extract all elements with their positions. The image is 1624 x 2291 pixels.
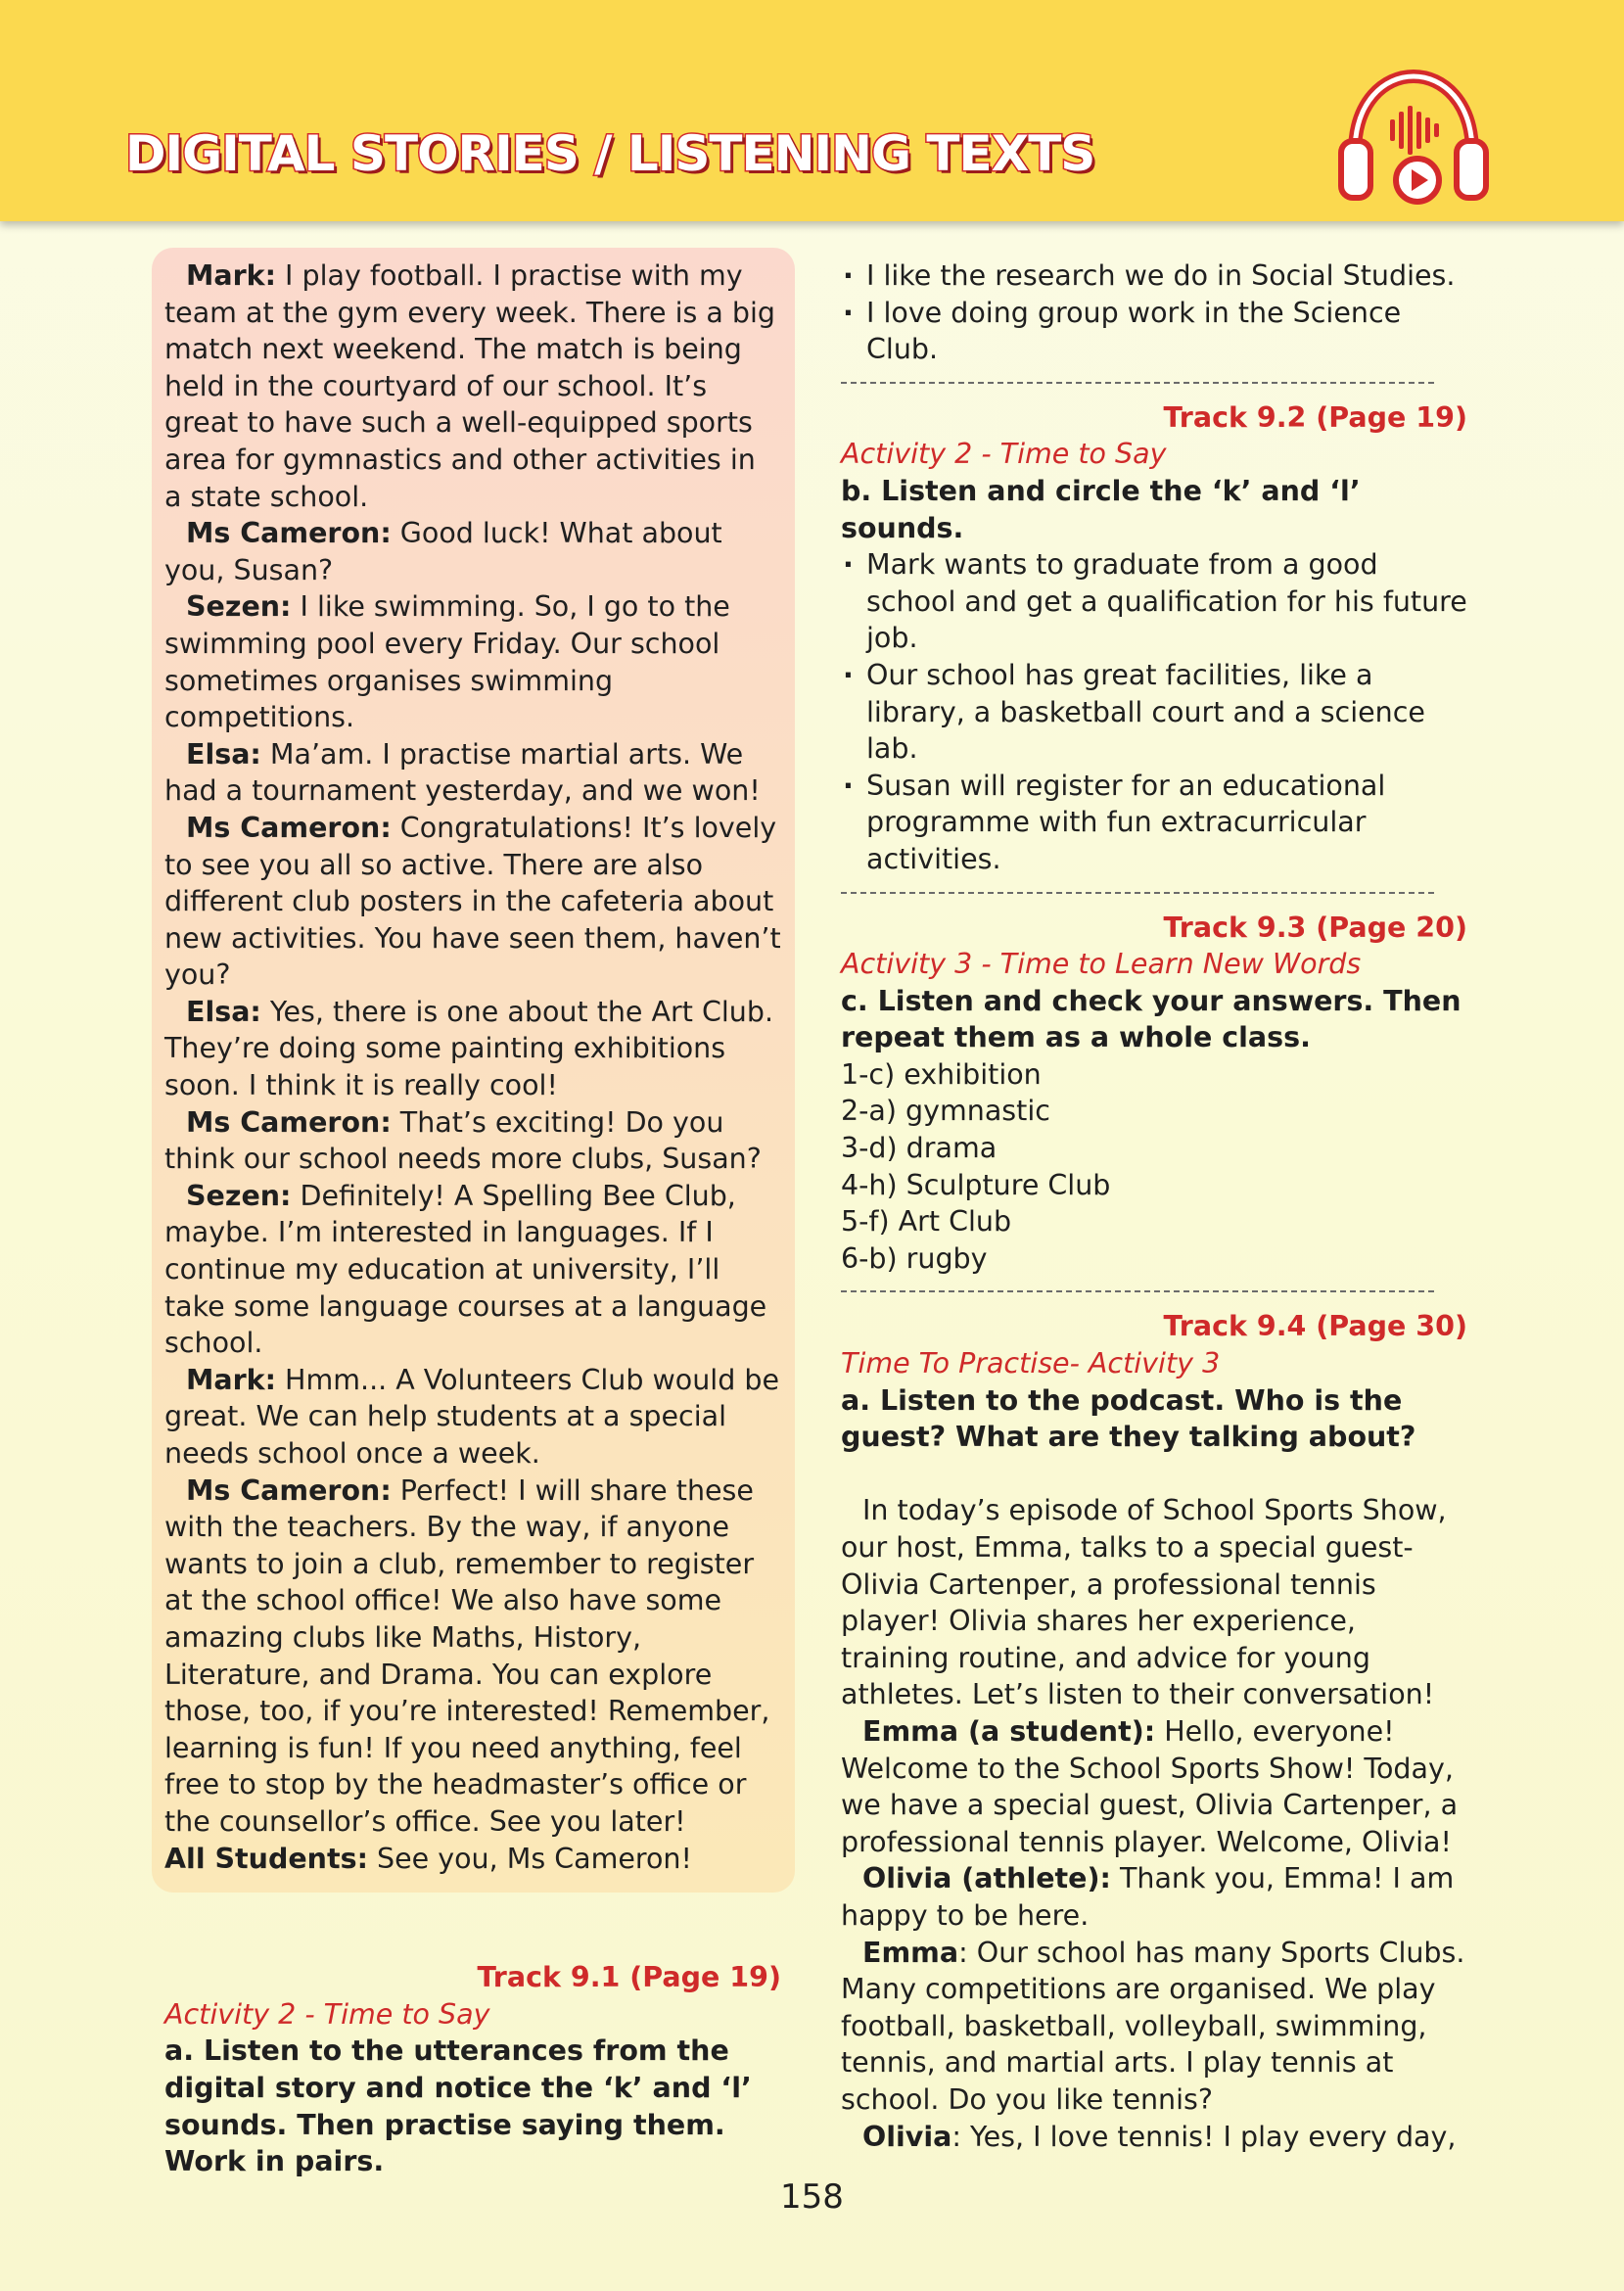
activity-title: Activity 2 - Time to Say xyxy=(164,1997,490,2031)
story-line: Elsa: Ma’am. I practise martial arts. We had a tournament yesterday, and we won! xyxy=(164,737,761,808)
answer-line: 1-c) exhibition xyxy=(841,1057,1042,1091)
answer-line: 2-a) gymnastic xyxy=(841,1095,1050,1128)
instruction-text: b. Listen and circle the ‘k’ and ‘l’ sounds. xyxy=(841,474,1361,544)
page-header-title: DIGITAL STORIES / LISTENING TEXTS xyxy=(125,125,1095,182)
track-9-2-label: Track 9.2 (Page 19) xyxy=(1163,400,1467,434)
page-number: 158 xyxy=(780,2177,844,2217)
dashed-divider xyxy=(841,382,1434,384)
instruction-text: a. Listen to the utterances from the digital story and notice the ‘k’ and ‘l’ sounds. Then practise saying them. Work in pairs. xyxy=(164,2034,752,2178)
story-line: Ms Cameron: Good luck! What about you, Susan? xyxy=(164,517,722,586)
activity-title: Activity 2 - Time to Say xyxy=(841,438,1167,471)
list-item: · I like the research we do in Social Studies. xyxy=(841,257,1467,295)
track-9-4-label: Track 9.4 (Page 30) xyxy=(1163,1310,1467,1343)
story-line: Ms Cameron: Congratulations! It’s lovely to see you all so active. There are also different club posters in the cafeteria about new activities. You have seen them, haven’t you? xyxy=(164,811,781,992)
list-item: · Our school has great facilities, like a library, a basketball court and a science lab. xyxy=(841,657,1467,768)
dialogue-line: Emma: Our school has many Sports Clubs. Many competitions are organised. We play football, basketball, volleyball, swimming, tennis, and martial arts. I play tennis at school. Do you like tennis? xyxy=(841,1936,1465,2116)
header-band xyxy=(0,0,1624,221)
dialogue-line: Olivia: Yes, I love tennis! I play every day, xyxy=(862,2120,1457,2153)
bullet-list xyxy=(841,546,1467,877)
dashed-divider xyxy=(841,1290,1434,1292)
story-line: Ms Cameron: Perfect! I will share these with the teachers. By the way, if anyone wants to join a club, remember to register at the school office! We also have some amazing clubs like Maths, History, Literature, and Drama. You can explore those, too, if you’re interested! Remember, learning is fun! If you need anything, feel free to stop by the headmaster’s office or the counsellor’s office. See you later! xyxy=(164,1473,770,1838)
story-line: Mark: I play football. I practise with my team at the gym every week. There is a big match next weekend. The match is being held in the courtyard of our school. It’s great to have such a well-equipped sports area for gymnastics and other activities in a state school. xyxy=(164,259,776,513)
answer-line: 4-h) Sculpture Club xyxy=(841,1168,1111,1201)
story-line: Elsa: Yes, there is one about the Art Club. They’re doing some painting exhibitions soon. I think it is really cool! xyxy=(164,995,774,1102)
answer-line: 6-b) rugby xyxy=(841,1241,988,1275)
answer-line: 3-d) drama xyxy=(841,1132,998,1165)
track-9-3-label: Track 9.3 (Page 20) xyxy=(1163,911,1467,944)
podcast-intro: In today’s episode of School Sports Show, our host, Emma, talks to a special guest- Olivia Cartenper, a professional tennis player! Olivia shares her experience, training routine, and advice for young athletes. Let’s listen to their conversation! xyxy=(841,1494,1447,1711)
activity-title: Time To Practise- Activity 3 xyxy=(841,1347,1221,1380)
story-line: All Students: See you, Ms Cameron! xyxy=(164,1842,692,1875)
story-line: Sezen: Definitely! A Spelling Bee Club, maybe. I’m interested in languages. If I continue my education at university, I’ll take some language courses at a language school. xyxy=(164,1179,767,1360)
headphones-play-icon xyxy=(1333,63,1495,210)
bullet-list xyxy=(841,257,1467,368)
track-9-1-label: Track 9.1 (Page 19) xyxy=(477,1961,781,1994)
activity-title: Activity 3 - Time to Learn New Words xyxy=(841,948,1362,981)
story-line: Sezen: I like swimming. So, I go to the swimming pool every Friday. Our school sometimes organises swimming competitions. xyxy=(164,590,730,734)
dialogue-line: Emma (a student): Hello, everyone! Welcome to the School Sports Show! Today, we have a special guest, Olivia Cartenper, a professional tennis player. Welcome, Olivia! xyxy=(841,1714,1459,1858)
instruction-text: c. Listen and check your answers. Then repeat them as a whole class. xyxy=(841,984,1462,1054)
answer-line: 5-f) Art Club xyxy=(841,1205,1012,1239)
dashed-divider xyxy=(841,892,1434,894)
list-item: · I love doing group work in the Science Club. xyxy=(841,295,1467,368)
list-item: · Mark wants to graduate from a good school and get a qualification for his future job. xyxy=(841,546,1467,657)
left-column xyxy=(164,257,781,2180)
story-line: Ms Cameron: That’s exciting! Do you think our school needs more clubs, Susan? xyxy=(164,1105,762,1176)
list-item: · Susan will register for an educational programme with fun extracurricular activities. xyxy=(841,768,1467,878)
dialogue-line: Olivia (athlete): Thank you, Emma! I am happy to be here. xyxy=(841,1862,1455,1932)
story-line: Mark: Hmm... A Volunteers Club would be great. We can help students at a special needs school once a week. xyxy=(164,1363,779,1470)
right-column xyxy=(841,257,1467,2155)
instruction-text: a. Listen to the podcast. Who is the guest? What are they talking about? xyxy=(841,1383,1416,1454)
